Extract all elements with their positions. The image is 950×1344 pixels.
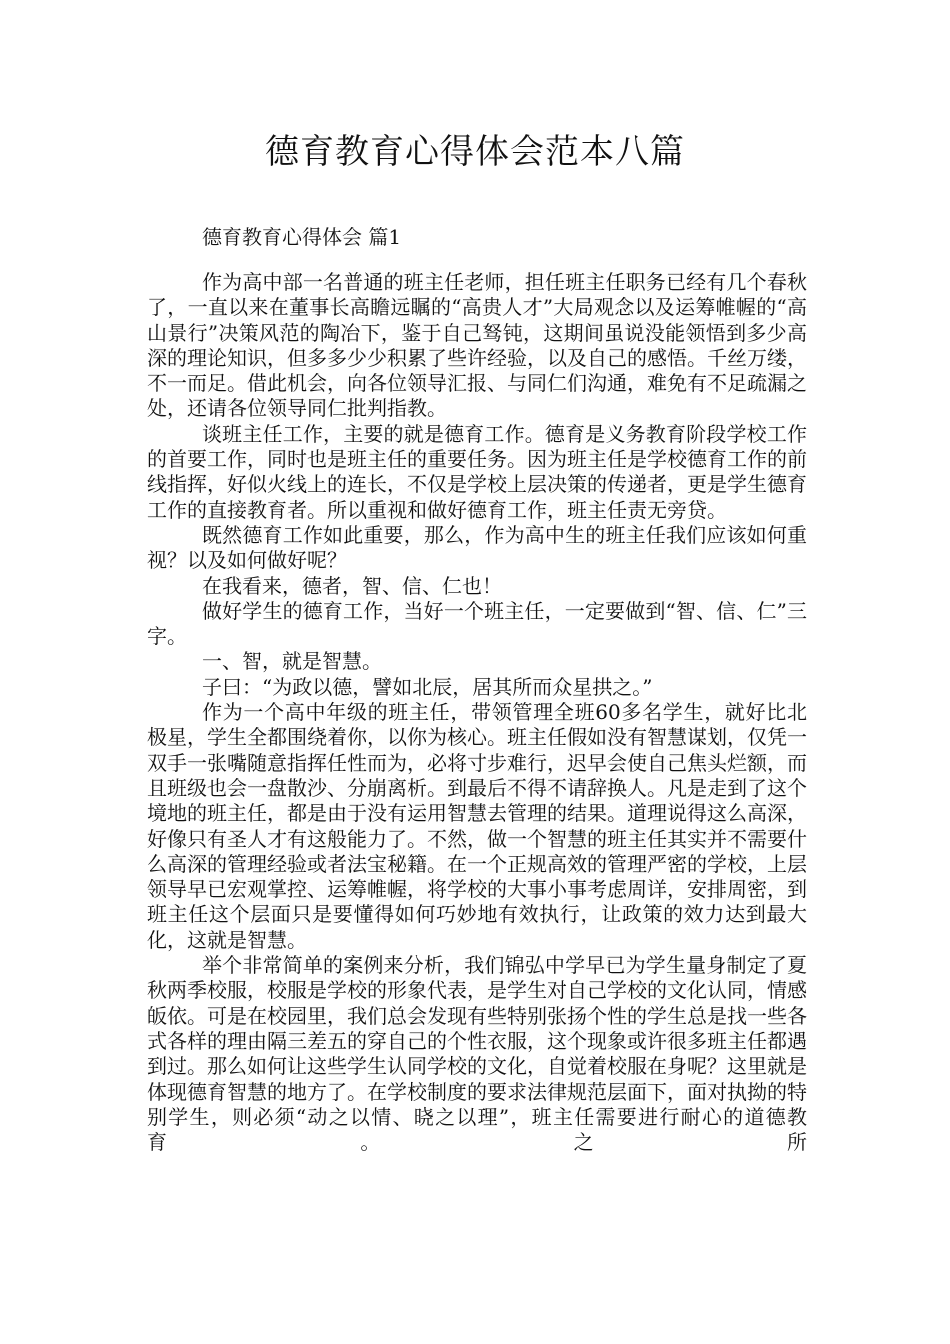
body-text (147, 270, 807, 1155)
document-title: 德育教育心得体会范本八篇 (265, 132, 685, 172)
paragraph: 在我看来，德者，智、信、仁也！ (202, 573, 502, 598)
paragraph: 一、智，就是智慧。 (202, 649, 382, 674)
paragraph: 作为高中部一名普通的班主任老师，担任班主任职务已经有几个春秋了，一直以来在董事长高瞻远瞩的“高贵人才”大局观念以及运筹帷幄的“高山景行”决策风范的陶冶下，鉴于自己驽钝，这期间虽说没能领悟到多少高深的理论知识，但多多少少积累了些许经验，以及自己的感悟。千丝万缕，不一而足。借此机会，向各位领导汇报、与同仁们沟通，难免有不足疏漏之处，还请各位领导同仁批判指教。 (147, 270, 807, 421)
paragraph: 子曰：“为政以德，譬如北辰，居其所而众星拱之。” (202, 674, 653, 699)
paragraph: 做好学生的德育工作，当好一个班主任，一定要做到“智、信、仁”三字。 (147, 598, 807, 649)
paragraph: 作为一个高中年级的班主任，带领管理全班60多名学生，就好比北极星，学生全都围绕着你，以你为核心。班主任假如没有智慧谋划，仅凭一双手一张嘴随意指挥任性而为，必将寸步难行，迟早会使自己焦头烂额，而且班级也会一盘散沙、分崩离析。到最后不得不请辞换人。凡是走到了这个境地的班主任，都是由于没有运用智慧去管理的结果。道理说得这么高深，好像只有圣人才有这般能力了。不然，做一个智慧的班主任其实并不需要什么高深的管理经验或者法宝秘籍。在一个正规高效的管理严密的学校，上层领导早已宏观掌控、运筹帷幄，将学校的大事小事考虑周详，安排周密，到班主任这个层面只是要懂得如何巧妙地有效执行，让政策的效力达到最大化，这就是智慧。 (147, 700, 807, 952)
paragraph: 举个非常简单的案例来分析，我们锦弘中学早已为学生量身制定了夏秋两季校服，校服是学校的形象代表，是学生对自己学校的文化认同，情感皈依。可是在校园里，我们总会发现有些特别张扬个性的学生总是找一些各式各样的理由隔三差五的穿自己的个性衣服，这个现象或许很多班主任都遇到过。那么如何让这些学生认同学校的文化，自觉着校服在身呢？这里就是体现德育智慧的地方了。在学校制度的要求法律规范层面下，面对执拗的特别学生，则必须“动之以情、晓之以理”，班主任需要进行耐心的道德教育。之所 (147, 953, 807, 1155)
section-heading: 德育教育心得体会 篇1 (202, 225, 402, 249)
paragraph: 既然德育工作如此重要，那么，作为高中生的班主任我们应该如何重视？以及如何做好呢？ (147, 522, 807, 573)
paragraph: 谈班主任工作，主要的就是德育工作。德育是义务教育阶段学校工作的首要工作，同时也是班主任的重要任务。因为班主任是学校德育工作的前线指挥，好似火线上的连长，不仅是学校上层决策的传递者，更是学生德育工作的直接教育者。所以重视和做好德育工作，班主任责无旁贷。 (147, 421, 807, 522)
